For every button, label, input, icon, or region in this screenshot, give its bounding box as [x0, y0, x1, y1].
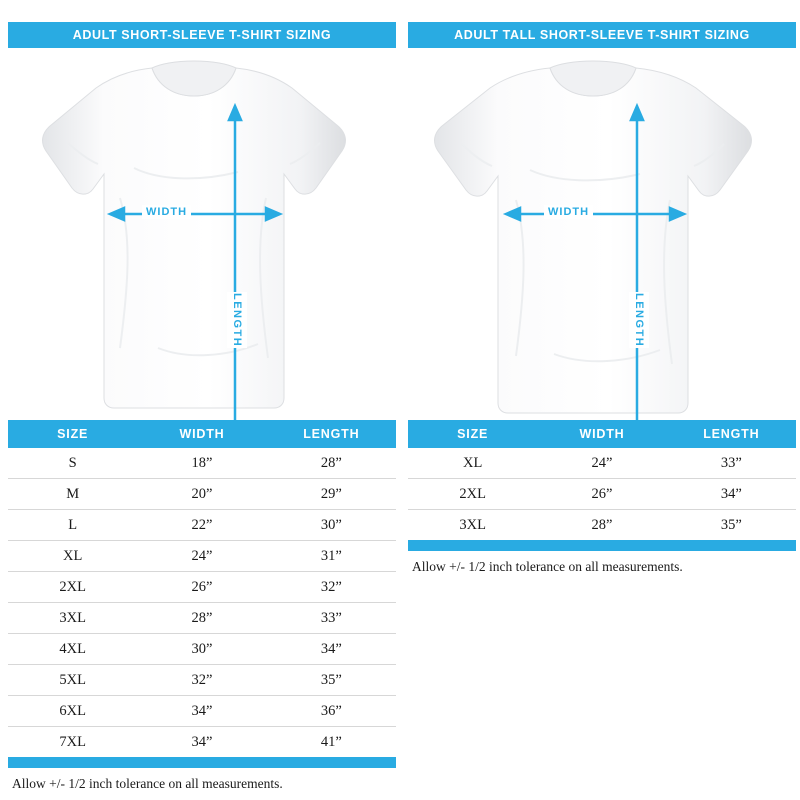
- cell-length: 31”: [267, 541, 396, 572]
- right-tolerance-note: Allow +/- 1/2 inch tolerance on all measurements.: [412, 559, 683, 574]
- cell-size: 2XL: [8, 572, 137, 603]
- left-table-footer-bar: [8, 757, 396, 768]
- table-row: [408, 479, 796, 510]
- cell-size: S: [8, 448, 137, 479]
- cell-length: 34”: [267, 634, 396, 665]
- table-row: [8, 448, 396, 479]
- table-row: [8, 572, 396, 603]
- table-row: [8, 510, 396, 541]
- table-row: [8, 696, 396, 727]
- left-tolerance-note: Allow +/- 1/2 inch tolerance on all measurements.: [12, 776, 283, 791]
- cell-size: 2XL: [408, 479, 537, 510]
- cell-width: 32”: [137, 665, 266, 696]
- cell-width: 26”: [537, 479, 666, 510]
- column-header-length: LENGTH: [667, 420, 796, 448]
- cell-length: 41”: [320, 733, 342, 750]
- cell-size: 6XL: [8, 696, 137, 727]
- cell-width: 22”: [137, 510, 266, 541]
- table-row: [408, 448, 796, 479]
- table-row: [8, 727, 396, 758]
- width-label-left: WIDTH: [142, 205, 191, 219]
- cell-width: 34”: [137, 696, 266, 727]
- cell-length: 35”: [267, 665, 396, 696]
- cell-length: 30”: [267, 510, 396, 541]
- table-row: [408, 510, 796, 541]
- column-header-width: WIDTH: [537, 420, 666, 448]
- table-row: [8, 541, 396, 572]
- cell-width: 26”: [137, 572, 266, 603]
- cell-length: 35”: [720, 516, 742, 533]
- column-header-width: WIDTH: [137, 420, 266, 448]
- tshirt-illustration: [8, 48, 396, 420]
- cell-width: 28”: [137, 603, 266, 634]
- length-label-right: LENGTH: [629, 292, 649, 348]
- cell-size: XL: [8, 541, 137, 572]
- cell-width: 24”: [537, 448, 666, 479]
- cell-length: 32”: [267, 572, 396, 603]
- right-panel-header: ADULT TALL SHORT-SLEEVE T-SHIRT SIZING: [408, 22, 796, 48]
- width-label-right: WIDTH: [544, 205, 593, 219]
- column-header-length: LENGTH: [267, 420, 396, 448]
- left-panel-header: ADULT SHORT-SLEEVE T-SHIRT SIZING: [8, 22, 396, 48]
- adult-short-sleeve-panel: [8, 0, 396, 792]
- cell-width: 24”: [137, 541, 266, 572]
- length-label-left: LENGTH: [227, 292, 247, 348]
- cell-size: 3XL: [8, 603, 137, 634]
- cell-size: 7XL: [59, 733, 86, 750]
- tall-tshirt-illustration: [408, 48, 796, 420]
- cell-width: 34”: [191, 733, 213, 750]
- cell-length: 33”: [667, 448, 796, 479]
- right-size-table: [408, 420, 796, 540]
- adult-tall-short-sleeve-panel: [408, 0, 796, 575]
- cell-length: 34”: [667, 479, 796, 510]
- cell-size: M: [8, 479, 137, 510]
- table-row: [8, 603, 396, 634]
- cell-length: 36”: [267, 696, 396, 727]
- cell-width: 28”: [591, 516, 613, 533]
- cell-size: 5XL: [8, 665, 137, 696]
- column-header-size: SIZE: [8, 420, 137, 448]
- table-header-row: [408, 420, 796, 448]
- table-header-row: [8, 420, 396, 448]
- cell-width: 30”: [137, 634, 266, 665]
- right-table-footer-bar: [408, 540, 796, 551]
- cell-size: 3XL: [459, 516, 486, 533]
- table-row: [8, 634, 396, 665]
- cell-length: 28”: [267, 448, 396, 479]
- right-shirt-diagram: [408, 48, 796, 420]
- cell-length: 33”: [267, 603, 396, 634]
- left-size-table: [8, 420, 396, 757]
- cell-size: L: [8, 510, 137, 541]
- cell-length: 29”: [267, 479, 396, 510]
- column-header-size: SIZE: [408, 420, 537, 448]
- left-shirt-diagram: [8, 48, 396, 420]
- cell-size: XL: [408, 448, 537, 479]
- cell-width: 20”: [137, 479, 266, 510]
- cell-size: 4XL: [8, 634, 137, 665]
- table-row: [8, 479, 396, 510]
- cell-width: 18”: [137, 448, 266, 479]
- table-row: [8, 665, 396, 696]
